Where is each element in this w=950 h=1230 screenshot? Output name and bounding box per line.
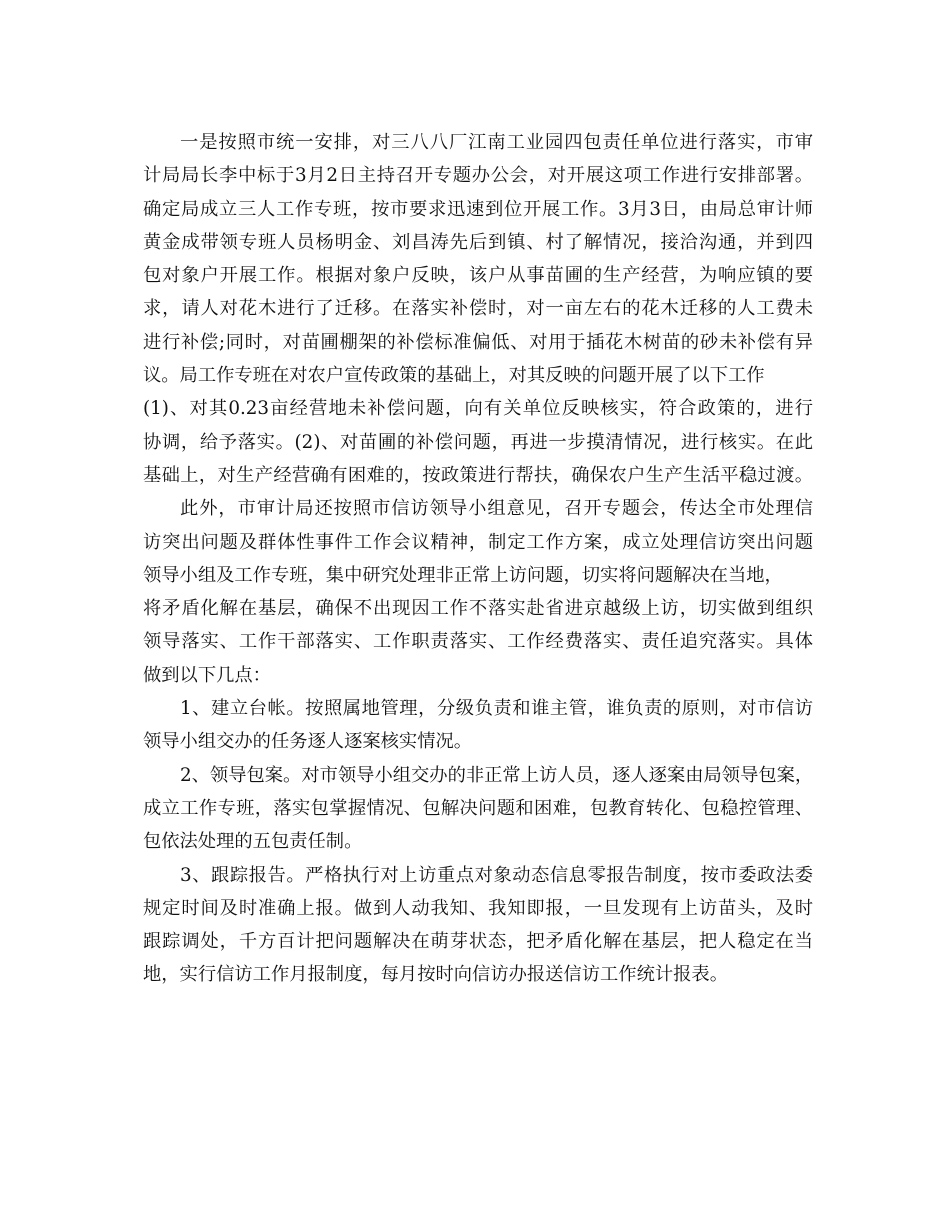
text-line: 领导小组交办的任务逐人逐案核实情况。 (143, 731, 473, 753)
text-line: 求，请人对花木进行了迁移。在落实补偿时，对一亩左右的花木迁移的人工费未 (143, 298, 813, 320)
text-line: 访突出问题及群体性事件工作会议精神，制定工作方案，成立处理信访突出问题 (143, 531, 813, 553)
paragraph-item-2 (143, 759, 813, 859)
paragraph-land-compensation (143, 126, 813, 492)
text-line: 黄金成带领专班人员杨明金、刘昌涛先后到镇、村了解情况，接洽沟通，并到四 (143, 231, 813, 253)
paragraph-petition-work (143, 492, 813, 692)
document-body (143, 126, 813, 992)
text-line: 做到以下几点： (143, 664, 271, 686)
text-line: 2、领导包案。对市领导小组交办的非正常上访人员，逐人逐案由局领导包案， (180, 764, 814, 786)
text-line: 1、建立台帐。按照属地管理，分级负责和谁主管，谁负责的原则，对市信访 (180, 698, 813, 720)
text-line: 此外，市审计局还按照市信访领导小组意见，召开专题会，传达全市处理信 (180, 498, 813, 520)
text-line: 包依法处理的五包责任制。 (143, 831, 363, 853)
text-line: 进行补偿;同时，对苗圃棚架的补偿标准偏低、对用于插花木树苗的砂未补偿有异 (143, 331, 813, 353)
text-line: 领导小组及工作专班，集中研究处理非正常上访问题，切实将问题解决在当地， (143, 564, 783, 586)
paragraph-item-1 (143, 692, 813, 759)
text-line: 规定时间及时准确上报。做到人动我知、我知即报，一旦发现有上访苗头，及时 (143, 897, 813, 919)
text-line: 计局局长李中标于3月2日主持召开专题办公会，对开展这项工作进行安排部署。 (143, 165, 813, 187)
text-line: 将矛盾化解在基层，确保不出现因工作不落实赴省进京越级上访，切实做到组织 (143, 598, 813, 620)
text-line: 领导落实、工作干部落实、工作职责落实、工作经费落实、责任追究落实。具体 (143, 631, 813, 653)
text-line: 跟踪调处，千方百计把问题解决在萌芽状态，把矛盾化解在基层，把人稳定在当 (143, 931, 813, 953)
text-line: 地，实行信访工作月报制度，每月按时向信访办报送信访工作统计报表。 (143, 964, 728, 986)
text-line: 一是按照市统一安排，对三八八厂江南工业园四包责任单位进行落实，市审 (180, 132, 813, 153)
text-line: 3、跟踪报告。严格执行对上访重点对象动态信息零报告制度，按市委政法委 (180, 864, 813, 886)
text-line: 确定局成立三人工作专班，按市要求迅速到位开展工作。3月3日，由局总审计师 (143, 198, 813, 220)
text-line: (1)、对其0.23亩经营地未补偿问题，向有关单位反映核实，符合政策的，进行 (143, 398, 813, 420)
text-line: 包对象户开展工作。根据对象户反映，该户从事苗圃的生产经营，为响应镇的要 (143, 265, 813, 287)
text-line: 议。局工作专班在对农户宣传政策的基础上，对其反映的问题开展了以下工作 (143, 365, 765, 387)
paragraph-item-3 (143, 859, 813, 992)
text-line: 成立工作专班，落实包掌握情况、包解决问题和困难，包教育转化、包稳控管理、 (143, 797, 813, 819)
text-line: 基础上，对生产经营确有困难的，按政策进行帮扶，确保农户生产生活平稳过渡。 (143, 464, 813, 486)
text-line: 协调，给予落实。(2)、对苗圃的补偿问题，再进一步摸清情况，进行核实。在此 (143, 431, 813, 453)
